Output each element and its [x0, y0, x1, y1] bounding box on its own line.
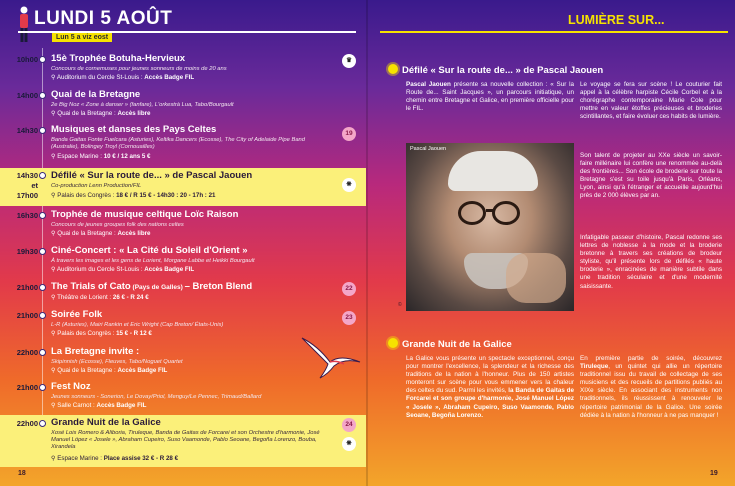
timeline-dot — [39, 420, 46, 427]
event-time: 22h00 — [16, 348, 38, 357]
paragraph: La Galice vous présente un spectacle exceptionnel, conçu pour montrer l'excellence, la splendeur et la richesse des traditions de la nation à l'honneur. Plus de 150 artistes monteront sur scène pour vous emmener vers la chaleur des celtes du sud. Parmi les invités, la Banda de Gaitas de Forcarei et son groupe d'harmonie, José Manuel López « Josele », Abraham Cupeiro, Suso Vaamonde, Pablo Seoane, Begoña Lorenzo. — [406, 355, 574, 419]
event-time: 14h30 — [16, 126, 38, 135]
day-title: LUNDI 5 AOÛT — [34, 8, 173, 29]
event-title: Soirée Folk — [51, 309, 103, 320]
event-badge: 22 — [342, 282, 356, 296]
event-item[interactable] — [0, 280, 366, 306]
event-place: ⚲ Théâtre de Lorient : 26 € - R 24 € — [51, 294, 149, 301]
event-desc: 2e Big Noz « Zone à danser » (fanfare), L'orkestrà Lua, Tabo/Bourgault — [51, 102, 234, 108]
event-title: Ciné-Concert : « La Cité du Soleil d'Orient » — [51, 245, 248, 256]
event-item[interactable] — [0, 244, 366, 276]
event-desc: Xosé Lois Romero & Aliboria, Tiruleque, Banda de Gaitas de Forcarei et son Orchestre d'harmonie, José Manuel López « Josele », Abraham Cupeiro, Suso Vaamonde, Pablo Seoane, Begoña Lorenzo, Bouba, Xirandela — [51, 430, 320, 450]
event-item[interactable] — [0, 123, 366, 167]
event-place: ⚲ Salle Carnot : Accès Badge FIL — [51, 402, 147, 409]
event-title: Trophée de musique celtique Loïc Raison — [51, 209, 239, 220]
event-time: 22h00 — [16, 419, 38, 428]
event-place: ⚲ Quai de la Bretagne : Accès libre — [51, 230, 151, 237]
event-time: 19h30 — [16, 247, 38, 256]
timeline-dot — [39, 172, 46, 179]
photo-credit: © — [398, 302, 402, 308]
event-desc: Banda Gaitas Fonte Fuelcara (Asturies), Keltika Dancers (Ecosse), The City of Adelaide Pipe Band (Australie), Bolingey Troyl (Cornouailles) — [51, 137, 306, 150]
section-title: Défilé « Sur la route de... » de Pascal Jaouen — [388, 64, 603, 76]
event-title: 15è Trophée Botuha-Hervieux — [51, 53, 186, 64]
event-desc: Skipinnish (Ecosse), Fleuves, Tabo/Noguet Quartet — [51, 359, 183, 365]
section-title: Grande Nuit de la Galice — [388, 338, 512, 350]
event-time: 21h00 — [16, 383, 38, 392]
event-item-highlight[interactable] — [0, 168, 366, 206]
timeline-dot — [39, 248, 46, 255]
paragraph: En première partie de soirée, découvrez Tiruleque, un quintet qui allie un répertoire traditionnel issu du travail de collectage de ses musiciens et des recueils de partitions publiés au XIXe siècle. En associant des instruments non traditionnels, ils réussissent à renouveler le répertoire patrimonial de la Galice. Une soirée dédiée à la nation à l'honneur à ne pas manquer ! — [580, 355, 722, 419]
page-number: 19 — [710, 470, 718, 477]
event-place: ⚲ Palais des Congrès : 18 € / R 15 € - 14h30 : 20 - 17h : 21 — [51, 192, 216, 199]
photo-hands — [506, 253, 566, 303]
event-title: Grande Nuit de la Galice — [51, 417, 161, 428]
event-item[interactable] — [0, 380, 366, 412]
event-place: ⚲ Espace Marine : 10 € / 12 ans 5 € — [51, 153, 151, 160]
event-desc: À travers les images et les gens de Lorient, Morgane Labbe et Heikki Bourgault — [51, 258, 255, 264]
event-place: ⚲ Espace Marine : Place assise 32 € - R 28 € — [51, 455, 179, 462]
event-desc: L-R (Asturies), Mairi Rankin et Eric Wright (Cap Breton/ États-Unis) — [51, 322, 224, 328]
event-desc: Concours de jeunes groupes folk des nations celtes — [51, 222, 184, 228]
triskel-icon: ❋ — [342, 178, 356, 192]
section-header: LUMIÈRE SUR... — [568, 13, 665, 27]
event-time: 10h00 — [16, 55, 38, 64]
event-badge: 19 — [342, 127, 356, 141]
timeline-dot — [39, 384, 46, 391]
header-underline — [380, 31, 728, 33]
event-title: The Trials of Cato (Pays de Galles) – Breton Blend — [51, 281, 253, 292]
event-desc: Co-production Lenn Production/FIL — [51, 183, 142, 189]
event-item[interactable] — [0, 88, 366, 120]
event-time: 14h30 — [16, 171, 38, 180]
event-place: ⚲ Palais des Congrès : 15 € - R 12 € — [51, 330, 152, 337]
timeline-dot — [39, 312, 46, 319]
paragraph: Son talent de projeter au XXe siècle un savoir-faire millénaire lui confère une renommée au-delà des frontières... Son école de broderie sur toute la Bretagne s'est su toile jusqu'à Paris, Orléans, Lyon, ainsi qu'à l'étranger et accueille aujourd'hui près de 2 000 élèves par an. — [580, 152, 722, 200]
portrait-photo — [406, 143, 574, 311]
event-title: Musiques et danses des Pays Celtes — [51, 124, 217, 135]
event-item[interactable] — [0, 52, 366, 86]
event-item-highlight[interactable] — [0, 415, 366, 467]
event-time: 14h00 — [16, 91, 38, 100]
timeline-dot — [39, 92, 46, 99]
glasses-icon — [458, 201, 486, 225]
event-place: ⚲ Auditorium du Cercle St-Louis : Accès Badge FIL — [51, 266, 195, 273]
event-badge: 23 — [342, 311, 356, 325]
event-place: ⚲ Quai de la Bretagne : Accès Badge FIL — [51, 367, 168, 374]
day-badge: Lun 5 a viz eost — [52, 33, 112, 42]
timeline-dot — [39, 212, 46, 219]
event-time: et — [31, 181, 38, 190]
timeline-dot — [39, 56, 46, 63]
event-time: 21h00 — [16, 311, 38, 320]
left-page — [0, 0, 367, 486]
paragraph: Le voyage se fera sur scène ! Le couturier fait appel à la célèbre harpiste Cécile Corbel et à la chorégraphe contemporaine Marie Cole pour mettre en valeur étoffes précieuses et broderies scintillantes, et faire évoluer ces habits de lumière. — [580, 81, 722, 121]
triskel-icon: ❋ — [342, 437, 356, 451]
paragraph: Pascal Jaouen présente sa nouvelle collection : « Sur la Route de... Saint Jacques », un parcours initiatique, un chemin entre Bretagne et Galice, en première officielle pour le FIL. — [406, 81, 574, 113]
page-number: 18 — [18, 470, 26, 477]
event-place: ⚲ Quai de la Bretagne : Accès libre — [51, 110, 151, 117]
timeline-dot — [39, 349, 46, 356]
event-time: 17h00 — [16, 191, 38, 200]
glasses-icon — [492, 201, 520, 225]
trophy-icon: ♛ — [342, 54, 356, 68]
event-time: 21h00 — [16, 283, 38, 292]
photo-caption: Pascal Jaouen — [410, 146, 447, 152]
event-item[interactable] — [0, 208, 366, 240]
timeline-dot — [39, 284, 46, 291]
glasses-bridge — [486, 209, 494, 212]
event-title: Fest Noz — [51, 381, 91, 392]
event-place: ⚲ Auditorium du Cercle St-Louis : Accès Badge FIL — [51, 74, 195, 81]
event-title: Quai de la Bretagne — [51, 89, 141, 100]
sun-icon — [388, 64, 398, 74]
person-icon — [18, 6, 30, 44]
event-desc: Jeunes sonneurs - Sonerion, Le Dovay/Priol, Menguy/Le Pennec, Trimaud/Ballard — [51, 394, 262, 400]
sun-icon — [388, 338, 398, 348]
event-desc: Concours de cornemuses pour jeunes sonneurs de moins de 20 ans — [51, 66, 227, 72]
photo-hair — [448, 151, 538, 191]
event-title: Défilé « Sur la route de... » de Pascal Jaouen — [51, 170, 253, 181]
seagull-icon — [300, 332, 362, 380]
right-page — [368, 0, 735, 486]
event-time: 16h30 — [16, 211, 38, 220]
event-title: La Bretagne invite : — [51, 346, 140, 357]
timeline-dot — [39, 127, 46, 134]
paragraph: Infatigable passeur d'histoire, Pascal redonne ses lettres de noblesse à la mode et la broderie bretonne à travers ses créations de brodeur styliste, qu'il présente lors de défilés « haute broderie », enracinées de manière subtile dans une tradition séculaire et d'une modernité saisissante. — [580, 234, 722, 290]
event-badge: 24 — [342, 418, 356, 432]
